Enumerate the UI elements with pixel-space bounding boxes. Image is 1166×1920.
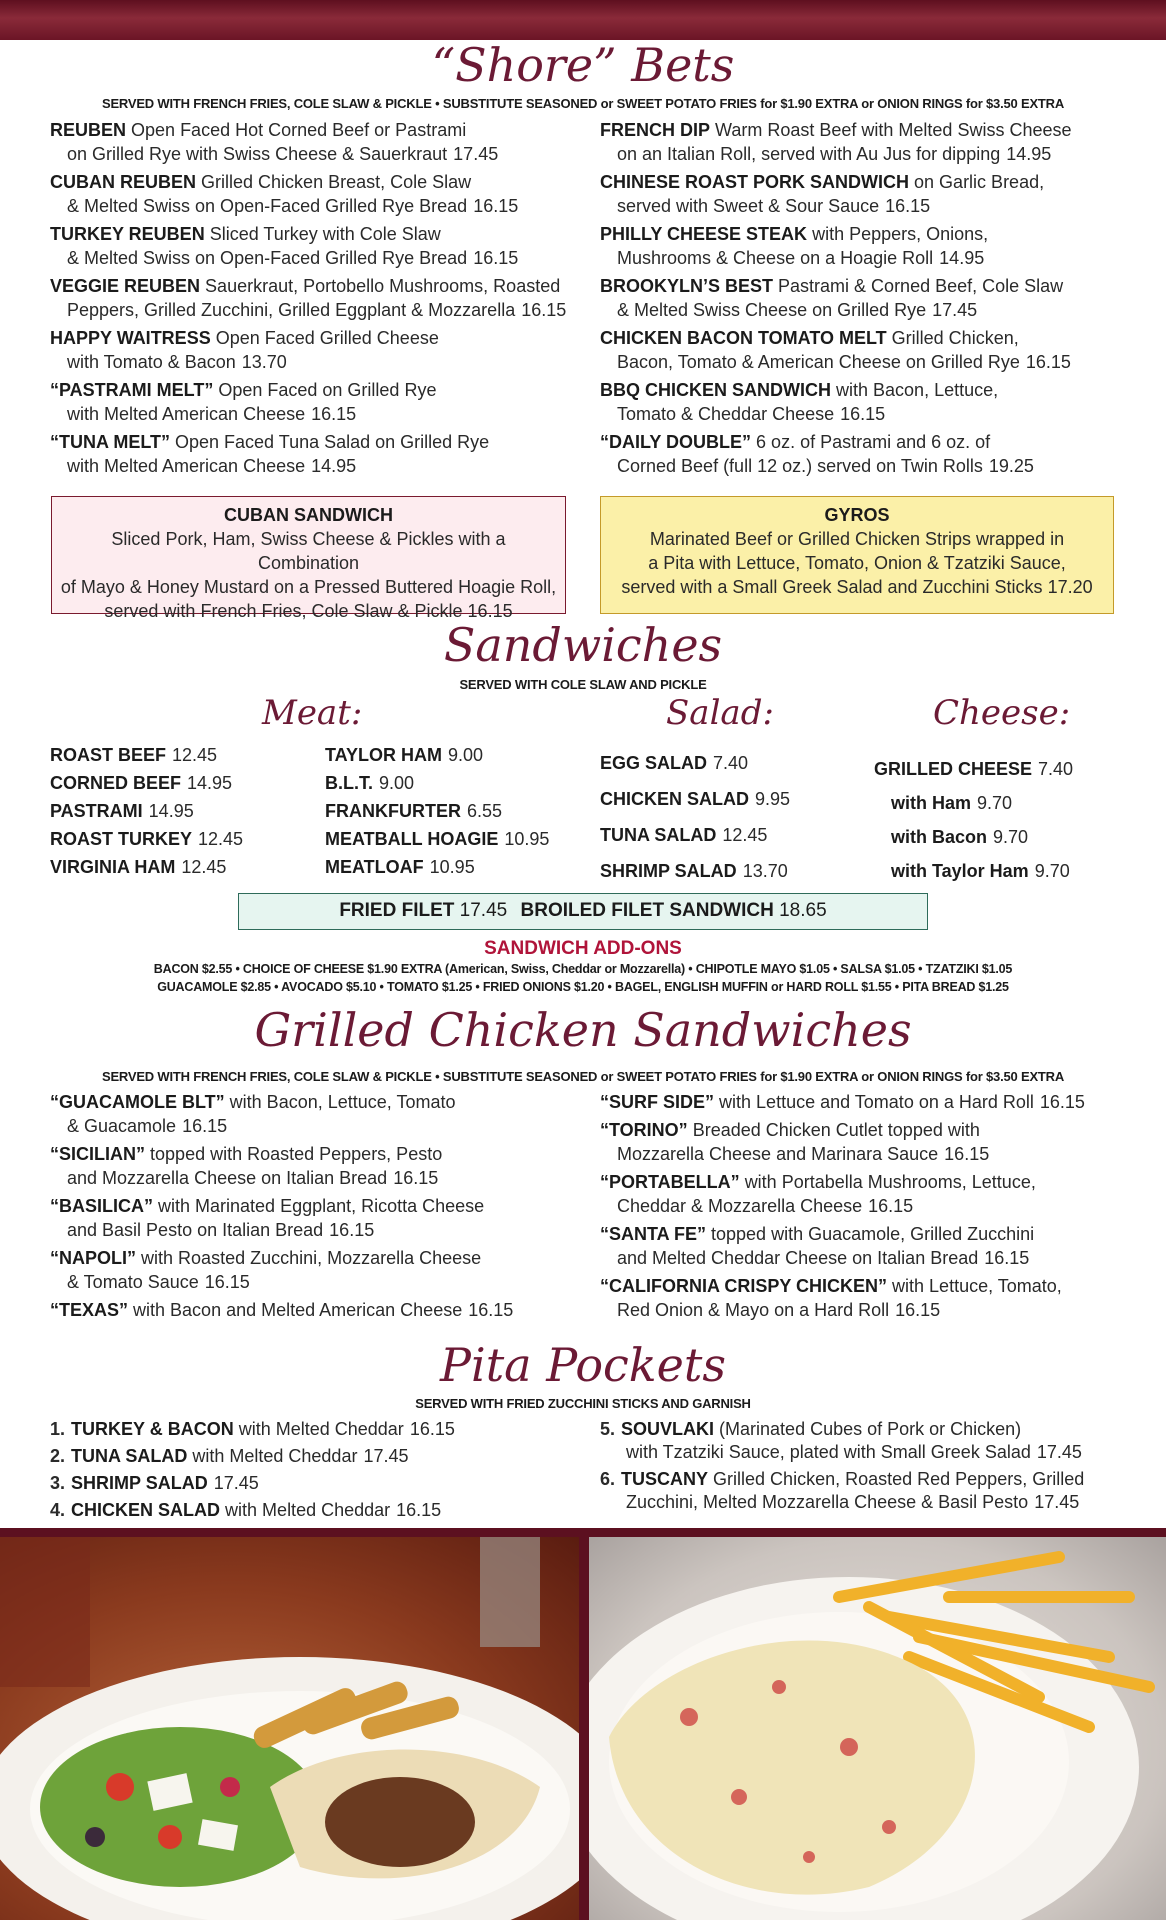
item-name: “PASTRAMI MELT”: [50, 380, 214, 400]
item-price: 19.25: [988, 456, 1034, 476]
menu-item: [600, 745, 790, 781]
meat-heading: Meat:: [262, 693, 363, 733]
item-price: 16.15: [1039, 1092, 1085, 1112]
menu-item: [600, 1418, 1160, 1464]
item-description-continued: Corned Beef (full 12 oz.) served on Twin Rolls 19.25: [617, 456, 1034, 476]
menu-item: [874, 820, 1073, 854]
cuban-sandwich-line2: of Mayo & Honey Mustard on a Pressed Buttered Hoagie Roll,: [60, 577, 557, 597]
item-price: 16.15: [868, 1196, 914, 1216]
menu-item: [50, 1194, 570, 1242]
item-number: 3.: [50, 1473, 66, 1493]
item-description: Sliced Turkey with Cole Slaw: [209, 224, 441, 244]
broiled-filet-name: BROILED FILET SANDWICH: [520, 900, 774, 921]
menu-item: [600, 1118, 1130, 1166]
item-price: 16.15: [984, 1248, 1030, 1268]
item-price: 17.45: [932, 300, 978, 320]
fried-filet-name: FRIED FILET: [339, 900, 455, 921]
menu-item: [600, 1170, 1130, 1218]
item-description: with Peppers, Onions,: [812, 224, 989, 244]
salad-heading: Salad:: [666, 693, 774, 733]
item-name: MEATLOAF: [325, 857, 424, 877]
item-description: with Bacon, Lettuce, Tomato: [229, 1092, 456, 1112]
item-price: 17.45: [213, 1473, 259, 1493]
menu-item: [600, 274, 1130, 322]
item-price: 16.15: [393, 1168, 439, 1188]
menu-item: [50, 853, 243, 881]
menu-item: [325, 769, 549, 797]
pita-pockets-note: SERVED WITH FRIED ZUCCHINI STICKS AND GARNISH: [415, 1396, 751, 1411]
gyros-line1: Marinated Beef or Grilled Chicken Strips wrapped in: [649, 529, 1065, 549]
menu-item: [50, 274, 570, 322]
menu-item: [50, 769, 243, 797]
item-name: PHILLY CHEESE STEAK: [600, 224, 808, 244]
item-price: 16.15: [409, 1419, 455, 1439]
item-name: with Bacon: [891, 827, 988, 847]
item-name: BBQ CHICKEN SANDWICH: [600, 380, 831, 400]
menu-item: [600, 430, 1130, 478]
item-name: “DAILY DOUBLE”: [600, 432, 752, 452]
menu-item: [50, 170, 570, 218]
menu-item: [600, 781, 790, 817]
item-name: “SURF SIDE”: [600, 1092, 715, 1112]
item-description: with Lettuce, Tomato,: [892, 1276, 1062, 1296]
cheese-heading: Cheese:: [933, 693, 1071, 733]
item-price: 17.45: [363, 1446, 409, 1466]
item-price: 9.70: [993, 827, 1029, 847]
item-description-continued: & Tomato Sauce 16.15: [67, 1272, 250, 1292]
item-description: with Portabella Mushrooms, Lettuce,: [744, 1172, 1036, 1192]
item-price: 16.15: [895, 1300, 941, 1320]
item-price: 13.70: [241, 352, 287, 372]
item-name: with Taylor Ham: [891, 861, 1029, 881]
item-description-continued: on Grilled Rye with Swiss Cheese & Sauerkraut 17.45: [67, 144, 499, 164]
addons-line-2: GUACAMOLE $2.85 • AVOCADO $5.10 • TOMATO $1.25 • FRIED ONIONS $1.20 • BAGEL, ENGLISH MUFFIN or HARD ROLL $1.55 • PITA BREAD $1.25: [157, 980, 1009, 994]
item-description: Open Faced Tuna Salad on Grilled Rye: [175, 432, 490, 452]
item-description: on Garlic Bread,: [914, 172, 1045, 192]
menu-item: [600, 1274, 1130, 1322]
item-number: 1.: [50, 1419, 66, 1439]
fried-filet-box: [238, 893, 928, 930]
cuban-sandwich-line3: served with French Fries, Cole Slaw & Pickle: [104, 601, 463, 621]
item-description-continued: & Melted Swiss on Open-Faced Grilled Rye Bread 16.15: [67, 248, 519, 268]
item-description: with Melted Cheddar: [238, 1419, 404, 1439]
item-name: “TEXAS”: [50, 1300, 129, 1320]
item-price: 10.95: [504, 829, 550, 849]
item-price: 14.95: [187, 773, 233, 793]
item-description: with Bacon, Lettuce,: [836, 380, 999, 400]
cuban-sandwich-line1: Sliced Pork, Ham, Swiss Cheese & Pickles with a Combination: [111, 529, 506, 573]
item-description-continued: Zucchini, Melted Mozzarella Cheese & Basil Pesto 17.45: [626, 1492, 1080, 1512]
item-price: 7.40: [1038, 759, 1074, 779]
item-name: ROAST TURKEY: [50, 829, 193, 849]
cheese-list: [874, 752, 1073, 888]
item-price: 9.95: [755, 789, 791, 809]
menu-item: [50, 118, 570, 166]
menu-item: [600, 853, 790, 889]
item-price: 17.45: [1036, 1442, 1082, 1462]
item-description: topped with Roasted Peppers, Pesto: [150, 1144, 443, 1164]
menu-item: [600, 326, 1130, 374]
item-price: 12.45: [172, 745, 218, 765]
item-description-continued: Mozzarella Cheese and Marinara Sauce 16.15: [617, 1144, 990, 1164]
sandwiches-note: SERVED WITH COLE SLAW AND PICKLE: [459, 677, 707, 692]
menu-item: [50, 825, 243, 853]
item-price: 16.15: [473, 248, 519, 268]
menu-item: [50, 1418, 590, 1441]
item-description-continued: & Melted Swiss on Open-Faced Grilled Rye Bread 16.15: [67, 196, 519, 216]
item-description: Grilled Chicken Breast, Cole Slaw: [201, 172, 472, 192]
item-price: 12.45: [198, 829, 244, 849]
menu-item: [600, 118, 1130, 166]
item-description: Grilled Chicken,: [891, 328, 1019, 348]
pita-pockets-title: Pita Pockets: [440, 1338, 726, 1392]
menu-item: [50, 1246, 570, 1294]
item-name: “TORINO”: [600, 1120, 688, 1140]
item-description: with Melted Cheddar: [192, 1446, 358, 1466]
menu-item: [50, 1298, 570, 1322]
gyros-box: [600, 496, 1114, 614]
cuban-sandwich-price: 16.15: [467, 601, 513, 621]
menu-item: [600, 1090, 1130, 1114]
menu-item: [600, 1468, 1160, 1514]
item-description-continued: and Mozzarella Cheese on Italian Bread 16.15: [67, 1168, 439, 1188]
item-name: B.L.T.: [325, 773, 373, 793]
gyro-plate-photo: [0, 1537, 579, 1920]
item-description: with Bacon and Melted American Cheese: [133, 1300, 463, 1320]
item-description-continued: served with Sweet & Sour Sauce 16.15: [617, 196, 931, 216]
item-name: CUBAN REUBEN: [50, 172, 197, 192]
menu-item: [50, 1445, 590, 1468]
item-price: 16.15: [468, 1300, 514, 1320]
salad-list: [600, 745, 790, 889]
item-price: 12.45: [722, 825, 768, 845]
item-name: “SICILIAN”: [50, 1144, 146, 1164]
item-name: TUSCANY: [621, 1469, 709, 1489]
item-name: TUNA SALAD: [600, 825, 717, 845]
item-name: VEGGIE REUBEN: [50, 276, 201, 296]
item-price: 16.15: [182, 1116, 228, 1136]
item-description: Open Faced Hot Corned Beef or Pastrami: [131, 120, 467, 140]
item-price: 16.15: [885, 196, 931, 216]
gyros-line2: a Pita with Lettuce, Tomato, Onion & Tzatziki Sauce,: [648, 553, 1066, 573]
shore-bets-title: “Shore” Bets: [431, 38, 735, 92]
item-price: 10.95: [429, 857, 475, 877]
item-name: SHRIMP SALAD: [600, 861, 737, 881]
item-price: 7.40: [713, 753, 749, 773]
item-name: TAYLOR HAM: [325, 745, 442, 765]
menu-item: [600, 817, 790, 853]
menu-item: [874, 752, 1073, 786]
menu-item: [874, 786, 1073, 820]
menu-item: [325, 741, 549, 769]
item-price: 16.15: [1025, 352, 1071, 372]
item-name: “NAPOLI”: [50, 1248, 137, 1268]
item-description-continued: Red Onion & Mayo on a Hard Roll 16.15: [617, 1300, 941, 1320]
item-name: EGG SALAD: [600, 753, 708, 773]
menu-item: [50, 797, 243, 825]
item-name: CHICKEN SALAD: [71, 1500, 221, 1520]
item-name: GRILLED CHEESE: [874, 759, 1033, 779]
item-description-continued: with Tzatziki Sauce, plated with Small Greek Salad 17.45: [626, 1442, 1082, 1462]
item-name: BROOKYLN’S BEST: [600, 276, 774, 296]
item-price: 16.15: [311, 404, 357, 424]
shore-bets-right-column: [600, 118, 1130, 482]
item-description-continued: with Tomato & Bacon 13.70: [67, 352, 287, 372]
item-description-continued: with Melted American Cheese 14.95: [67, 456, 357, 476]
pita-left-column: [50, 1418, 590, 1526]
item-number: 6.: [600, 1469, 616, 1489]
item-price: 14.95: [1006, 144, 1052, 164]
fried-filet-price: 17.45: [459, 900, 508, 921]
item-description-continued: Cheddar & Mozzarella Cheese 16.15: [617, 1196, 914, 1216]
item-description-continued: Tomato & Cheddar Cheese 16.15: [617, 404, 886, 424]
item-price: 6.55: [466, 801, 503, 821]
item-name: ROAST BEEF: [50, 745, 167, 765]
item-description: with Roasted Zucchini, Mozzarella Cheese: [141, 1248, 482, 1268]
item-price: 9.00: [379, 773, 415, 793]
item-name: HAPPY WAITRESS: [50, 328, 211, 348]
item-description: Breaded Chicken Cutlet topped with: [692, 1120, 980, 1140]
item-name: “BASILICA”: [50, 1196, 153, 1216]
item-price: 9.00: [448, 745, 484, 765]
item-description: with Marinated Eggplant, Ricotta Cheese: [158, 1196, 485, 1216]
cuban-sandwich-box: [51, 496, 566, 621]
item-price: 9.70: [1034, 861, 1070, 881]
gyros-price: 17.20: [1047, 577, 1093, 597]
addons-line-1: BACON $2.55 • CHOICE OF CHEESE $1.90 EXTRA (American, Swiss, Cheddar or Mozzarella) • CHIPOTLE MAYO $1.05 • SALSA $1.05 • TZATZIKI $1.05: [153, 962, 1013, 976]
item-name: CHICKEN BACON TOMATO MELT: [600, 328, 887, 348]
item-description-continued: on an Italian Roll, served with Au Jus for dipping 14.95: [617, 144, 1052, 164]
item-name: SHRIMP SALAD: [71, 1473, 208, 1493]
item-price: 16.15: [521, 300, 567, 320]
item-name: MEATBALL HOAGIE: [325, 829, 499, 849]
item-description-continued: Bacon, Tomato & American Cheese on Grilled Rye 16.15: [617, 352, 1071, 372]
item-name: TURKEY & BACON: [71, 1419, 234, 1439]
item-price: 16.15: [329, 1220, 375, 1240]
item-price: 16.15: [473, 196, 519, 216]
item-description: with Melted Cheddar: [225, 1500, 391, 1520]
item-price: 17.45: [1034, 1492, 1080, 1512]
menu-item: [50, 1090, 570, 1138]
item-description: topped with Guacamole, Grilled Zucchini: [711, 1224, 1035, 1244]
item-price: 12.45: [181, 857, 227, 877]
item-description: Open Faced Grilled Cheese: [215, 328, 439, 348]
sandwiches-title: Sandwiches: [443, 618, 723, 672]
item-name: REUBEN: [50, 120, 127, 140]
item-description: 6 oz. of Pastrami and 6 oz. of: [756, 432, 991, 452]
menu-item: [50, 430, 570, 478]
menu-item: [325, 825, 549, 853]
item-name: “PORTABELLA”: [600, 1172, 740, 1192]
menu-item: [50, 741, 243, 769]
menu-item: [600, 378, 1130, 426]
chicken-melt-plate-photo: [589, 1537, 1166, 1920]
item-price: 9.70: [977, 793, 1013, 813]
item-name: CHICKEN SALAD: [600, 789, 750, 809]
item-number: 2.: [50, 1446, 66, 1466]
item-description-continued: and Basil Pesto on Italian Bread 16.15: [67, 1220, 375, 1240]
top-decorative-band: [0, 0, 1166, 40]
item-price: 14.95: [311, 456, 357, 476]
item-description-continued: Mushrooms & Cheese on a Hoagie Roll 14.95: [617, 248, 985, 268]
item-name: VIRGINIA HAM: [50, 857, 176, 877]
item-price: 13.70: [742, 861, 788, 881]
item-number: 4.: [50, 1500, 66, 1520]
item-number: 5.: [600, 1419, 616, 1439]
menu-item: [50, 378, 570, 426]
addons-title: SANDWICH ADD-ONS: [484, 938, 682, 959]
item-price: 17.45: [453, 144, 499, 164]
item-price: 16.15: [944, 1144, 990, 1164]
menu-item: [600, 170, 1130, 218]
item-name: FRENCH DIP: [600, 120, 711, 140]
item-description: Sauerkraut, Portobello Mushrooms, Roasted: [205, 276, 561, 296]
grilled-chicken-title: Grilled Chicken Sandwiches: [254, 1003, 912, 1057]
menu-item: [325, 797, 549, 825]
item-description: (Marinated Cubes of Pork or Chicken): [719, 1419, 1022, 1439]
item-name: “SANTA FE”: [600, 1224, 706, 1244]
menu-item: [50, 326, 570, 374]
menu-item: [50, 1142, 570, 1190]
grilled-chicken-note: SERVED WITH FRENCH FRIES, COLE SLAW & PICKLE • SUBSTITUTE SEASONED or SWEET POTATO FRIES for $1.90 EXTRA or ONION RINGS for $3.50 EXTRA: [101, 1069, 1065, 1084]
item-description: Pastrami & Corned Beef, Cole Slaw: [778, 276, 1064, 296]
item-name: TUNA SALAD: [71, 1446, 188, 1466]
item-name: “TUNA MELT”: [50, 432, 170, 452]
menu-item: [50, 1472, 590, 1495]
item-description: Warm Roast Beef with Melted Swiss Cheese: [715, 120, 1072, 140]
gyros-title: GYROS: [824, 505, 890, 525]
item-name: with Ham: [891, 793, 972, 813]
item-name: CHINESE ROAST PORK SANDWICH: [600, 172, 910, 192]
grilled-chicken-left-column: [50, 1090, 570, 1326]
menu-item: [325, 853, 549, 881]
item-price: 14.95: [939, 248, 985, 268]
item-description: with Lettuce and Tomato on a Hard Roll: [719, 1092, 1034, 1112]
menu-item: [600, 222, 1130, 270]
item-name: CORNED BEEF: [50, 773, 182, 793]
shore-bets-note: SERVED WITH FRENCH FRIES, COLE SLAW & PICKLE • SUBSTITUTE SEASONED or SWEET POTATO FRIES for $1.90 EXTRA or ONION RINGS for $3.50 EXTRA: [101, 96, 1065, 111]
item-price: 14.95: [148, 801, 194, 821]
item-name: FRANKFURTER: [325, 801, 461, 821]
item-description-continued: with Melted American Cheese 16.15: [67, 404, 357, 424]
cuban-sandwich-title: CUBAN SANDWICH: [224, 505, 393, 525]
item-description-continued: and Melted Cheddar Cheese on Italian Bread 16.15: [617, 1248, 1030, 1268]
item-description-continued: & Guacamole 16.15: [67, 1116, 228, 1136]
item-name: “GUACAMOLE BLT”: [50, 1092, 225, 1112]
gyros-line3: served with a Small Greek Salad and Zucchini Sticks: [621, 577, 1043, 597]
menu-item: [600, 1222, 1130, 1270]
shore-bets-left-column: [50, 118, 570, 482]
item-name: PASTRAMI: [50, 801, 143, 821]
broiled-filet-price: 18.65: [779, 900, 827, 921]
item-price: 16.15: [840, 404, 886, 424]
meat-list-2: [325, 741, 549, 881]
item-description-continued: & Melted Swiss Cheese on Grilled Rye 17.45: [617, 300, 978, 320]
item-price: 16.15: [396, 1500, 442, 1520]
item-name: SOUVLAKI: [621, 1419, 715, 1439]
menu-item: [50, 1499, 590, 1522]
menu-item: [50, 222, 570, 270]
meat-list-1: [50, 741, 243, 881]
grilled-chicken-right-column: [600, 1090, 1130, 1326]
item-description-continued: Peppers, Grilled Zucchini, Grilled Eggplant & Mozzarella 16.15: [67, 300, 567, 320]
item-name: TURKEY REUBEN: [50, 224, 205, 244]
pita-right-column: [600, 1418, 1160, 1518]
item-description: Grilled Chicken, Roasted Red Peppers, Grilled: [713, 1469, 1085, 1489]
menu-item: [874, 854, 1073, 888]
item-description: Open Faced on Grilled Rye: [218, 380, 437, 400]
item-name: “CALIFORNIA CRISPY CHICKEN”: [600, 1276, 888, 1296]
item-price: 16.15: [204, 1272, 250, 1292]
